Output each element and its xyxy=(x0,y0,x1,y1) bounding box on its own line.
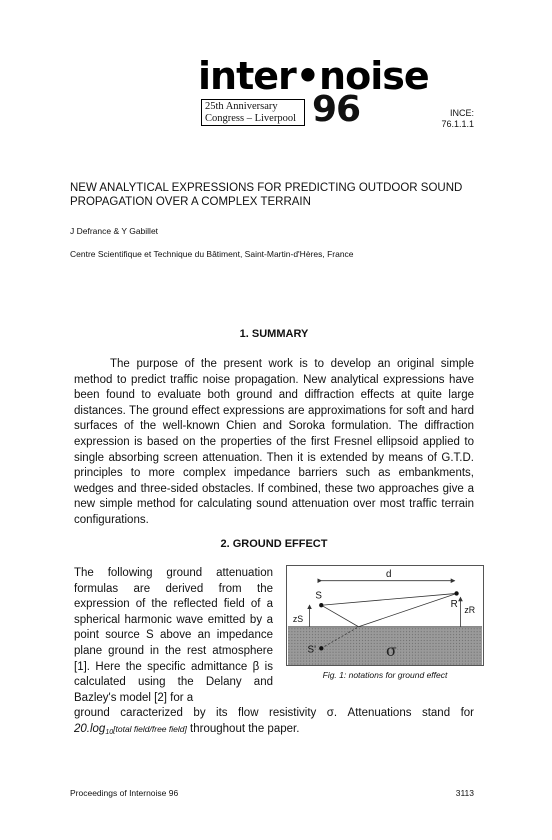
label-zr: zR xyxy=(464,605,476,616)
paper-title xyxy=(70,181,480,209)
image-source-point xyxy=(319,646,323,650)
ground-effect-heading: 2. GROUND EFFECT xyxy=(220,538,328,550)
ince-code: 76.1.1.1 xyxy=(441,119,474,129)
label-zs: zS xyxy=(292,613,304,624)
conference-logo-year: 96 xyxy=(312,89,361,130)
summary-heading: 1. SUMMARY xyxy=(239,328,309,340)
paper-title-line-1: NEW ANALYTICAL EXPRESSIONS FOR PREDICTING OUTDOOR SOUND xyxy=(70,182,463,194)
paper-title-line-2: PROPAGATION OVER A COMPLEX TERRAIN xyxy=(70,196,311,208)
reflected-ray-outgoing xyxy=(359,593,457,626)
anniversary-line-2: Congress – Liverpool xyxy=(205,113,296,124)
ground-effect-line-a: ground caracterized by its flow resistivity σ. Attenuations stand for xyxy=(74,707,474,719)
paper-affiliation: Centre Scientifique et Technique du Bâtiment, Saint-Martin-d'Hères, France xyxy=(70,249,354,259)
source-point xyxy=(319,603,323,607)
log-base: 10 xyxy=(105,728,114,736)
ground-effect-paragraph-wrapped: The following ground attenuation formulas are derived from the expression of the reflected field of a spherical harmonic wave emitted by a point source S above an impedance plane ground in the rest atmosphere [1]. Here the specific admittance β is calculated using the Delany and Bazley's model [2] for a xyxy=(74,567,273,704)
summary-paragraph: The purpose of the present work is to develop an original simple method to predict traffic noise propagation. New analytical expressions have been found to evaluate both ground and diffraction effects at quite large distances. The ground effect expressions are approximations for soft and hard surfaces of the well-known Chien and Soroka formulation. The diffraction expression is based on the properties of the first Fresnel ellipsoid applied to single absorbing screen attenuation. Then it is extended by means of G.T.D. principles to more complex impedance barriers such as embankments, wedges and three-sided obstacles. If combined, these two approaches give a new simple method for calculating sound attenuation over most traffic terrain configurations. xyxy=(74,358,474,526)
ground-effect-paragraph-continued xyxy=(74,706,474,740)
ground-effect-line-b xyxy=(74,722,474,741)
ground-surface xyxy=(288,627,482,665)
receiver-point xyxy=(454,591,458,595)
page-number: 3113 xyxy=(455,788,474,798)
label-s: S xyxy=(315,590,322,602)
paper-authors: J Defrance & Y Gabillet xyxy=(70,226,159,236)
reflected-ray-incident xyxy=(321,605,358,627)
anniversary-box xyxy=(201,99,305,126)
proceedings-footer: Proceedings of Internoise 96 xyxy=(70,788,179,798)
label-s-prime: S' xyxy=(307,644,316,656)
label-d: d xyxy=(385,568,392,580)
log-expression: 20.log xyxy=(74,722,106,735)
figure-caption: Fig. 1: notations for ground effect xyxy=(322,670,448,680)
direct-ray xyxy=(321,593,456,605)
ince-reference xyxy=(440,108,474,130)
conference-logo-wordmark: inter•noise xyxy=(198,54,429,98)
ground-effect-figure xyxy=(286,565,484,666)
label-sigma: σ xyxy=(385,641,397,661)
field-ratio: [total field/free field] xyxy=(113,723,187,734)
label-r: R xyxy=(450,599,458,611)
ince-label: INCE: xyxy=(449,108,474,118)
ground-effect-line-b-tail: throughout the paper. xyxy=(186,722,300,735)
anniversary-line-1: 25th Anniversary xyxy=(205,101,278,112)
